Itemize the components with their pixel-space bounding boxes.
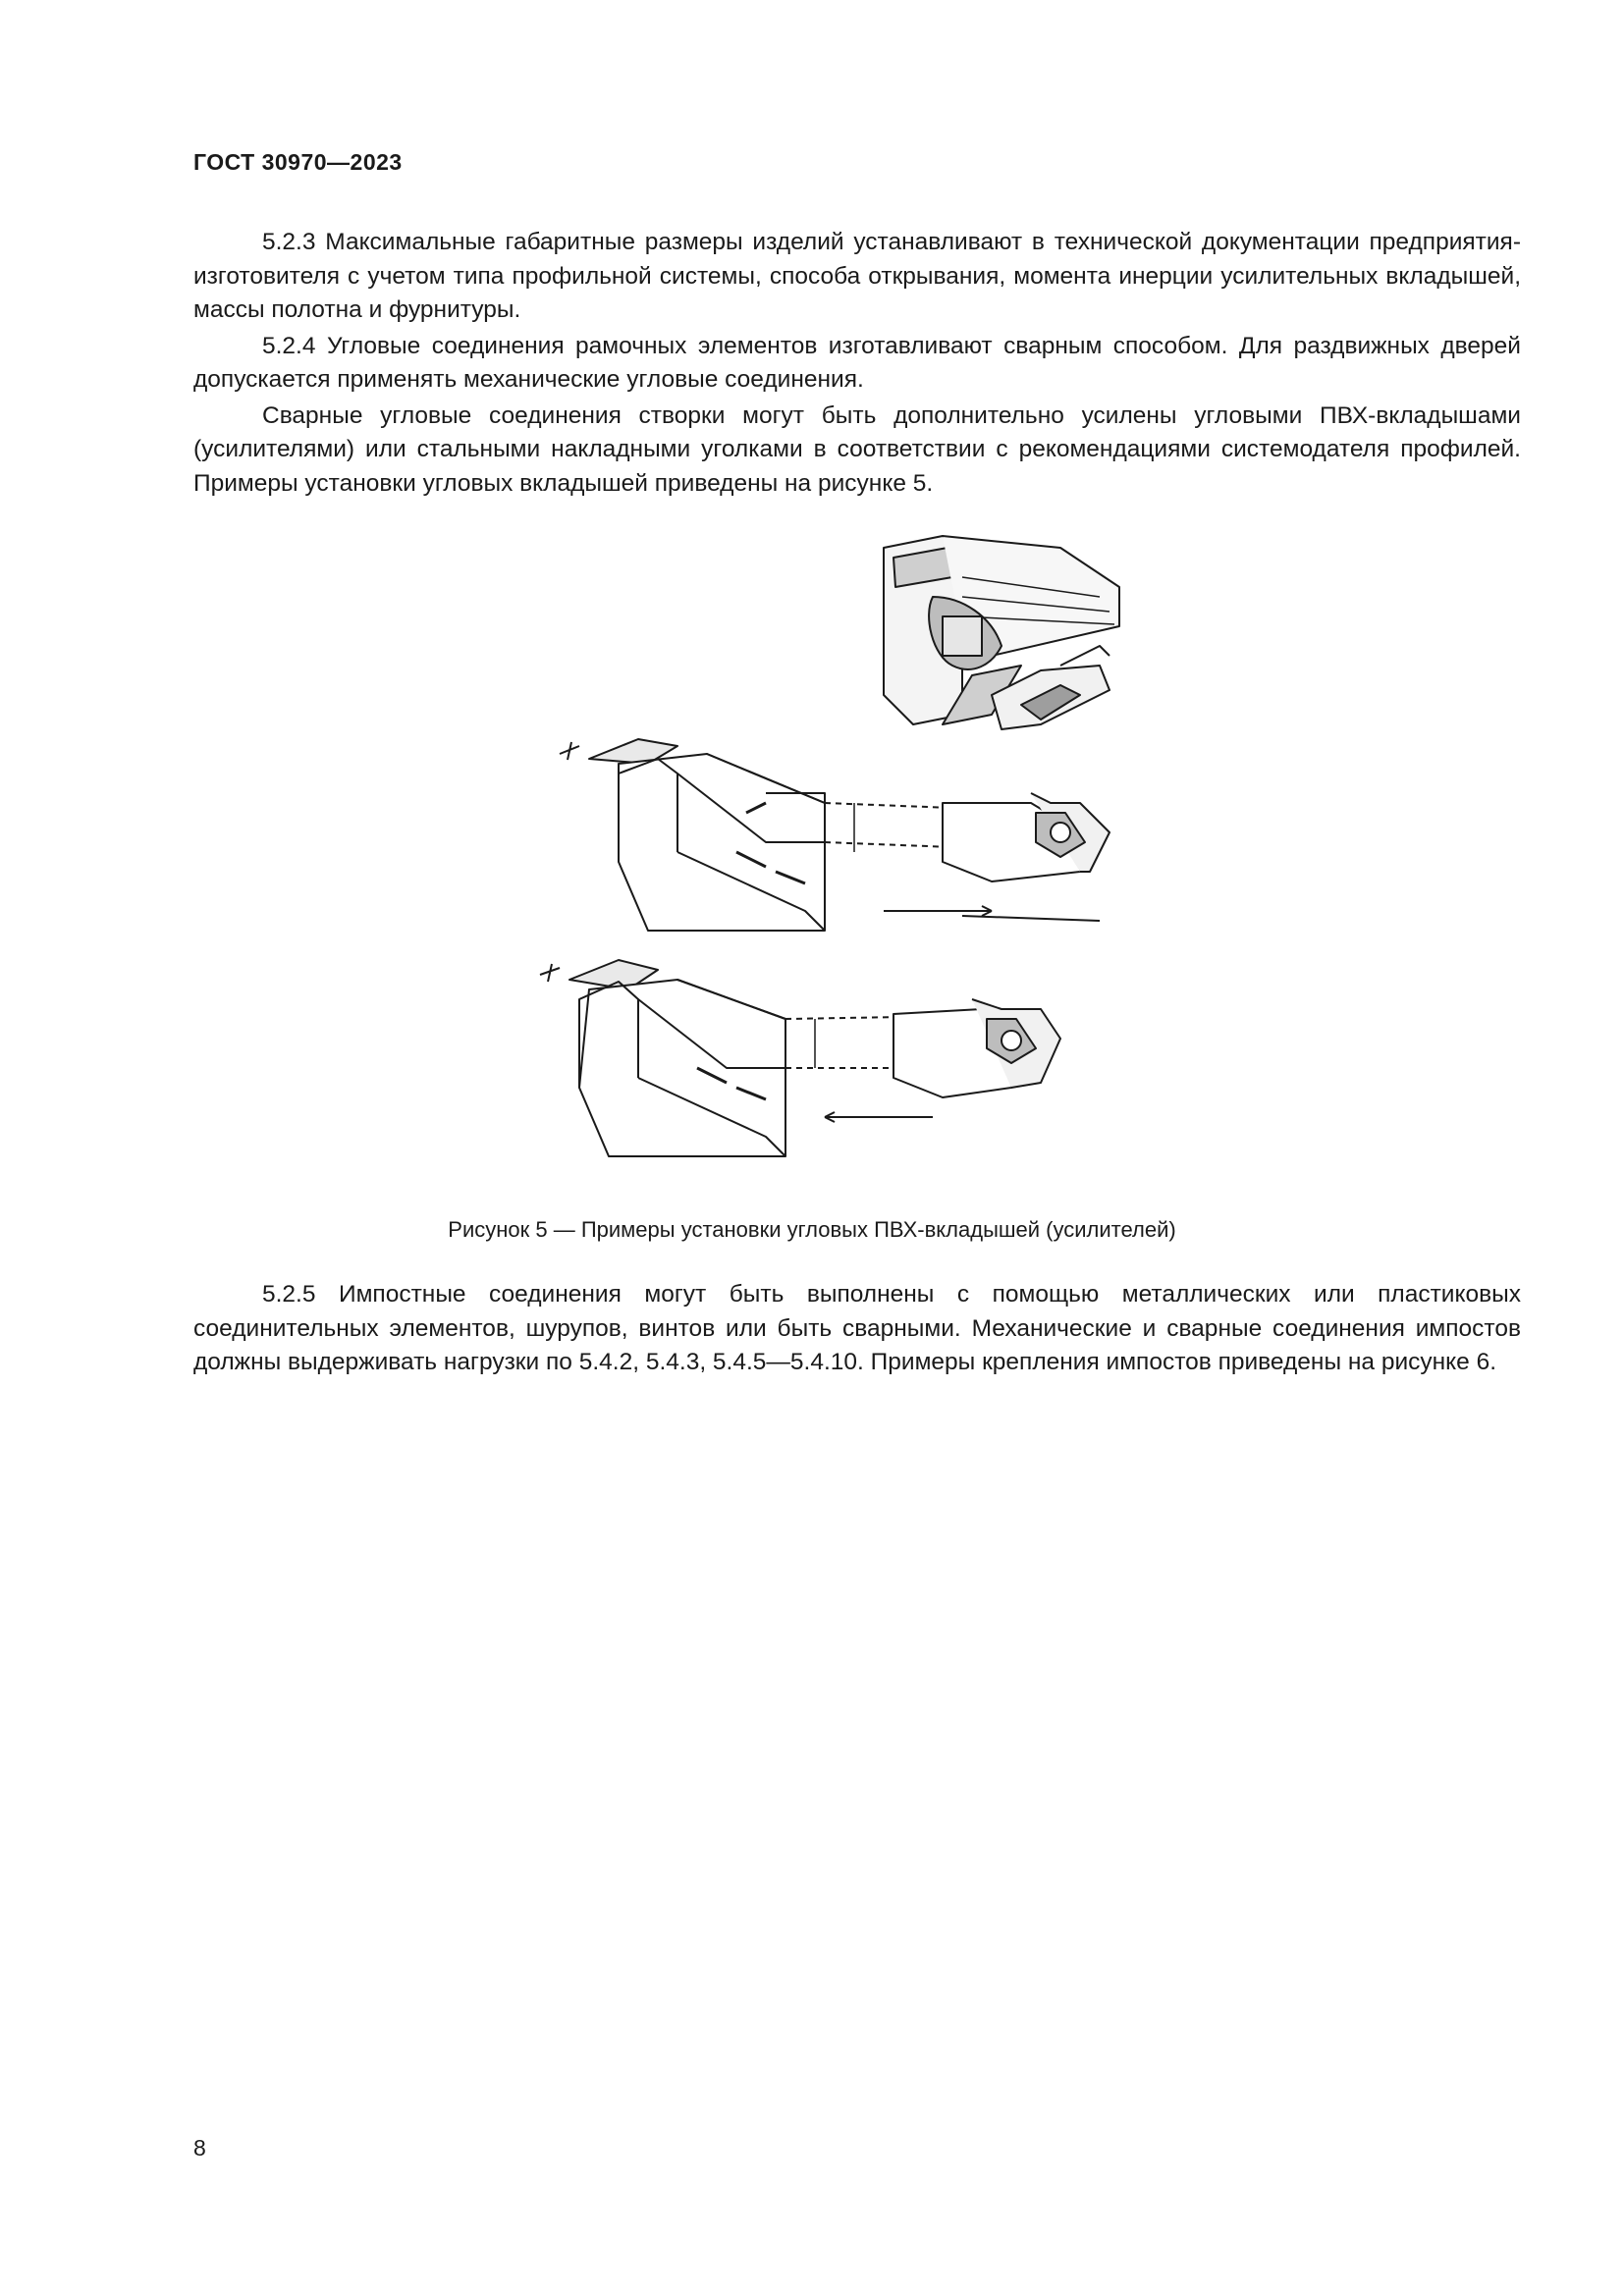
figure-5-illustration xyxy=(530,518,1168,1196)
paragraph-5-2-5: 5.2.5 Импостные соединения могут быть выполнены с помощью металлических или пластиковых соединительных элементов, шурупов, винтов или быть сварными. Механические и сварные соединения импостов должны выдерживать нагрузки по 5.4.2, 5.4.3, 5.4.5—5.4.10. Примеры крепления импостов приведены на рисунке 6. xyxy=(193,1281,1521,1375)
document-header: ГОСТ 30970—2023 xyxy=(193,149,403,175)
corner-assembly-drawing-bottom xyxy=(540,960,1060,1156)
body-text-bottom xyxy=(193,1278,1521,1380)
corner-insert-drawing-top xyxy=(884,536,1119,729)
paragraph-5-2-4: 5.2.4 Угловые соединения рамочных элементов изготавливают сварным способом. Для раздвижных дверей допускается применять механические угловые соединения. xyxy=(193,332,1521,393)
body-text-top xyxy=(193,226,1521,501)
paragraph-5-2-3: 5.2.3 Максимальные габаритные размеры изделий устанавливают в технической документации предприятия-изготовителя с учетом типа профильной системы, способа открывания, момента инерции усилительных вкладышей, массы полотна и фурнитуры. xyxy=(193,229,1521,323)
paragraph-welded-corners: Сварные угловые соединения створки могут быть дополнительно усилены угловыми ПВХ-вкладышами (усилителями) или стальными накладными уголками в соответствии с рекомендациями системодателя профилей. Примеры установки угловых вкладышей приведены на рисунке 5. xyxy=(193,401,1521,497)
figure-5-caption: Рисунок 5 — Примеры установки угловых ПВХ-вкладышей (усилителей) xyxy=(448,1217,1176,1242)
corner-assembly-drawing-middle xyxy=(560,739,1110,931)
page-number: 8 xyxy=(193,2135,206,2161)
